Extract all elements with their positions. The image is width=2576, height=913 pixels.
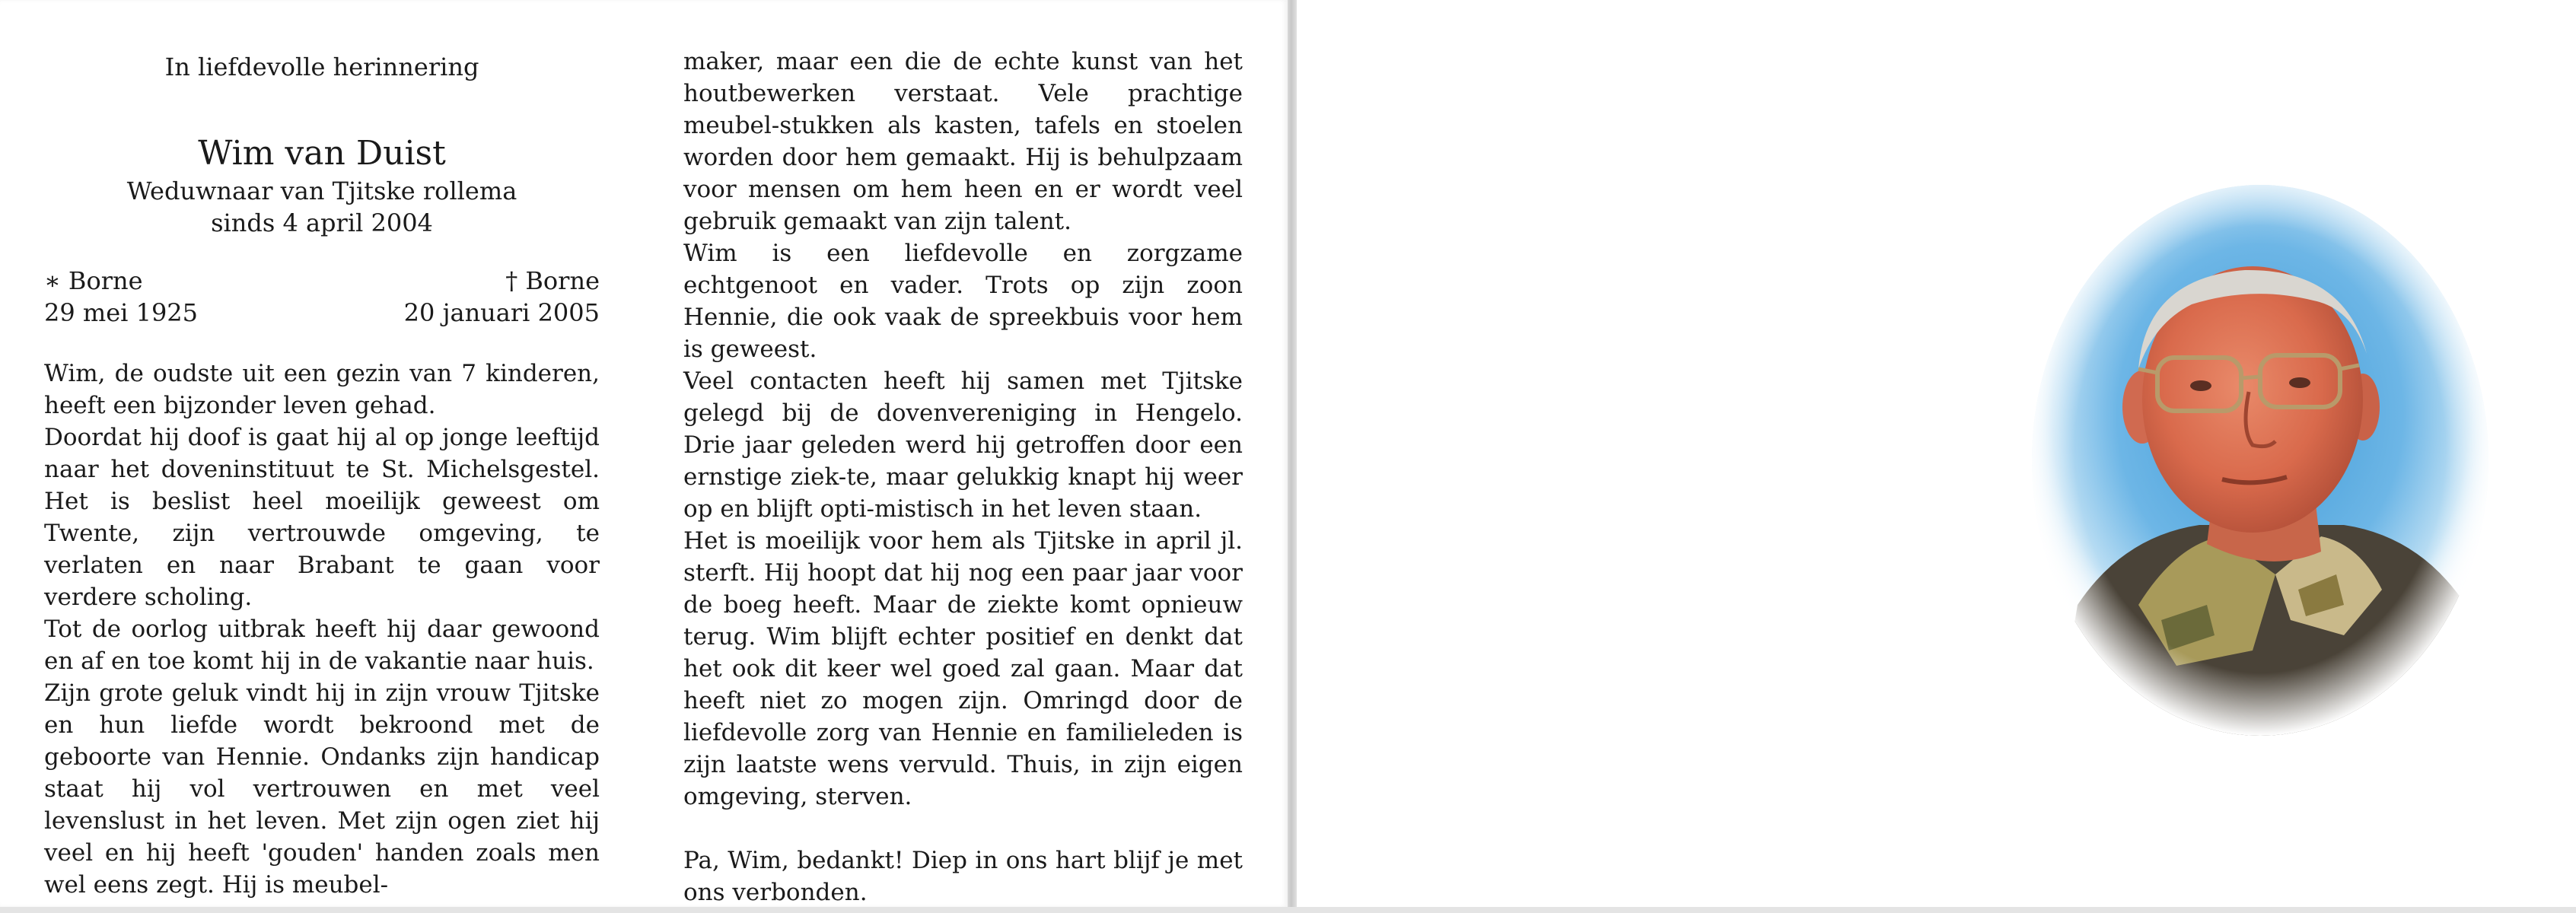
birth-place: Borne xyxy=(68,266,143,295)
paragraph: Het is moeilijk voor hem als Tjitske in april jl. sterft. Hij hoopt dat hij nog een paar jaar voor de boeg heeft. Maar de ziekte komt opnieuw terug. Wim blijft echter positief en denkt dat het ook dit keer wel goed zal gaan. Maar dat heeft niet zo mogen zijn. Omringd door de liefdevolle zorg van Hennie en familieleden is zijn laatste wens vervuld. Thuis, in zijn eigen omgeving, sterven. xyxy=(683,527,1243,810)
paragraph: Wim is een liefdevolle en zorgzame echtgenoot en vader. Trots op zijn zoon Hennie, die ook vaak de spreekbuis voor hem is geweest. xyxy=(683,240,1243,363)
paragraph: maker, maar een die de echte kunst van het houtbewerken verstaat. Vele prachtige meubel-stukken als kasten, tafels en stoelen worden door hem gemaakt. Hij is behulpzaam voor mensen om hem heen en er wordt veel gebruik gemaakt van zijn talent. xyxy=(683,48,1243,235)
paragraph: Zijn grote geluk vindt hij in zijn vrouw Tjitske en hun liefde wordt bekroond met de geboorte van Hennie. Ondanks zijn handicap staat hij vol vertrouwen en met veel levenslust in het leven. Met zijn ogen ziet hij veel en hij heeft 'gouden' handen zoals men wel eens zegt. Hij is meubel- xyxy=(44,679,600,899)
widower-since: sinds 4 april 2004 xyxy=(211,208,433,237)
deceased-name: Wim van Duist xyxy=(198,134,446,173)
death-info xyxy=(404,265,600,329)
paragraph: Tot de oorlog uitbrak heeft hij daar gewoond en af en toe komt hij in de vakantie naar huis. xyxy=(44,616,600,675)
header-remembrance: In liefdevolle herinnering xyxy=(164,52,479,81)
closing-words: Pa, Wim, bedankt! Diep in ons hart blijf je met ons verbonden. xyxy=(683,847,1243,906)
widower-line: Weduwnaar van Tjitske rollema xyxy=(126,177,517,205)
birth-icon: ∗ xyxy=(44,266,61,295)
text-page xyxy=(0,0,1288,907)
paragraph: Veel contacten heeft hij samen met Tjitske gelegd bij de dovenvereniging in Hengelo. Drie jaar geleden werd hij getroffen door een ernstige ziek-te, maar gelukkig knapt hij weer op en blijft opti-mistisch in het leven staan. xyxy=(683,367,1243,523)
death-place: Borne xyxy=(525,266,600,295)
life-dates xyxy=(44,265,600,329)
card-fold xyxy=(1288,0,1297,913)
birth-date: 29 mei 1925 xyxy=(44,298,199,327)
paragraph: Doordat hij doof is gaat hij al op jonge leeftijd naar het doveninstituut te St. Michelsgestel. Het is beslist heel moeilijk geweest om Twente, zijn vertrouwde omgeving, te verlaten en naar Brabant te gaan voor verdere scholing. xyxy=(44,424,600,611)
portrait-image xyxy=(2024,179,2496,742)
death-date: 20 januari 2005 xyxy=(403,298,600,327)
paragraph: Wim, de oudste uit een gezin van 7 kinderen, heeft een bijzonder leven gehad. xyxy=(44,360,600,419)
biography-part-1 xyxy=(44,358,600,901)
birth-info xyxy=(44,265,198,329)
right-column xyxy=(683,46,1243,908)
card-bottom-edge xyxy=(0,907,2576,913)
portrait-photo xyxy=(2024,179,2496,742)
cross-icon: † xyxy=(505,266,518,295)
left-column xyxy=(44,46,600,901)
biography-part-2 xyxy=(683,46,1243,908)
